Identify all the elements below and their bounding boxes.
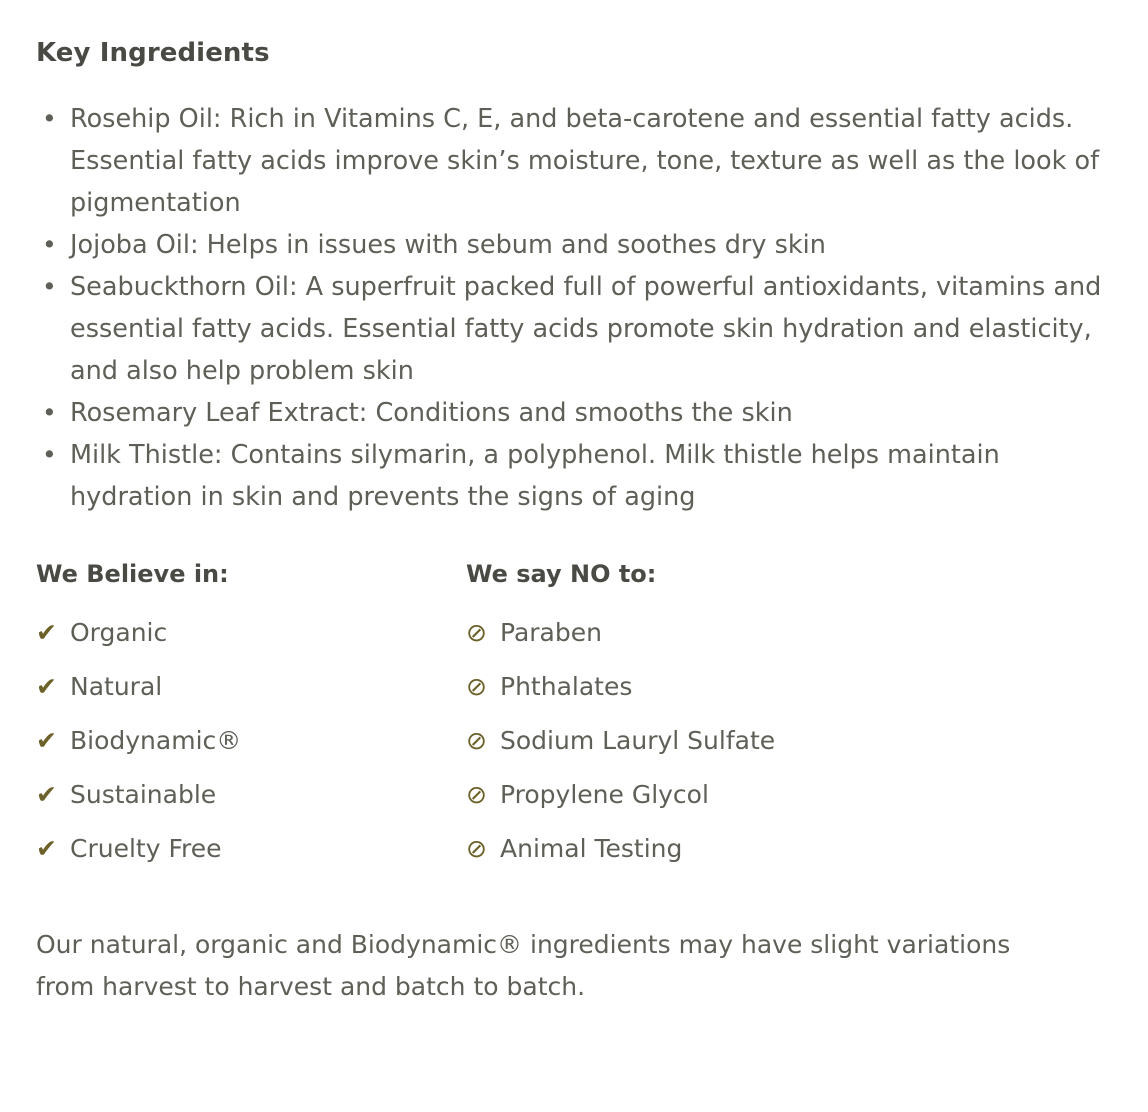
prohibited-icon: ⊘: [466, 618, 487, 647]
list-item: [466, 714, 896, 768]
believe-column: [36, 560, 466, 876]
list-item: [36, 768, 466, 822]
list-item: [36, 660, 466, 714]
list-item: • Seabuckthorn Oil: A superfruit packed full of powerful antioxidants, vitamins and essential fatty acids. Essential fatty acids promote skin hydration and elasticity, and also help problem skin: [36, 266, 1108, 392]
prohibited-icon: ⊘: [466, 780, 487, 809]
claim-label: Cruelty Free: [70, 834, 222, 863]
list-item: [36, 714, 466, 768]
believe-heading: We Believe in:: [36, 560, 229, 588]
claims-columns: [36, 560, 1108, 876]
list-item: • Rosemary Leaf Extract: Conditions and smooths the skin: [36, 392, 1108, 434]
list-item: [36, 822, 466, 876]
claim-label: Animal Testing: [500, 834, 683, 863]
check-icon: ✔: [36, 780, 57, 809]
list-item: • Rosehip Oil: Rich in Vitamins C, E, and beta-carotene and essential fatty acids. Essential fatty acids improve skin’s moisture, tone, texture as well as the look of pigmentation: [36, 98, 1108, 224]
claim-label: Organic: [70, 618, 168, 647]
check-icon: ✔: [36, 726, 57, 755]
footnote: Our natural, organic and Biodynamic® ingredients may have slight variations from harvest to harvest and batch to batch.: [36, 930, 1011, 1001]
prohibited-icon: ⊘: [466, 834, 487, 863]
page-title: Key Ingredients: [36, 38, 270, 68]
list-item: • Milk Thistle: Contains silymarin, a polyphenol. Milk thistle helps maintain hydration in skin and prevents the signs of aging: [36, 434, 1108, 518]
claim-label: Natural: [70, 672, 163, 701]
check-icon: ✔: [36, 672, 57, 701]
claim-label: Phthalates: [500, 672, 633, 701]
check-icon: ✔: [36, 618, 57, 647]
sayno-column: [466, 560, 896, 876]
check-icon: ✔: [36, 834, 57, 863]
prohibited-icon: ⊘: [466, 726, 487, 755]
claim-label: Biodynamic®: [70, 726, 242, 755]
list-item: • Jojoba Oil: Helps in issues with sebum and soothes dry skin: [36, 224, 1108, 266]
prohibited-icon: ⊘: [466, 672, 487, 701]
list-item: [466, 768, 896, 822]
claim-label: Propylene Glycol: [500, 780, 709, 809]
list-item: [466, 606, 896, 660]
sayno-heading: We say NO to:: [466, 560, 657, 588]
list-item: [466, 660, 896, 714]
claim-label: Sustainable: [70, 780, 217, 809]
claim-label: Paraben: [500, 618, 602, 647]
list-item: [36, 606, 466, 660]
claim-label: Sodium Lauryl Sulfate: [500, 726, 776, 755]
list-item: [466, 822, 896, 876]
ingredients-list: [36, 98, 1108, 518]
